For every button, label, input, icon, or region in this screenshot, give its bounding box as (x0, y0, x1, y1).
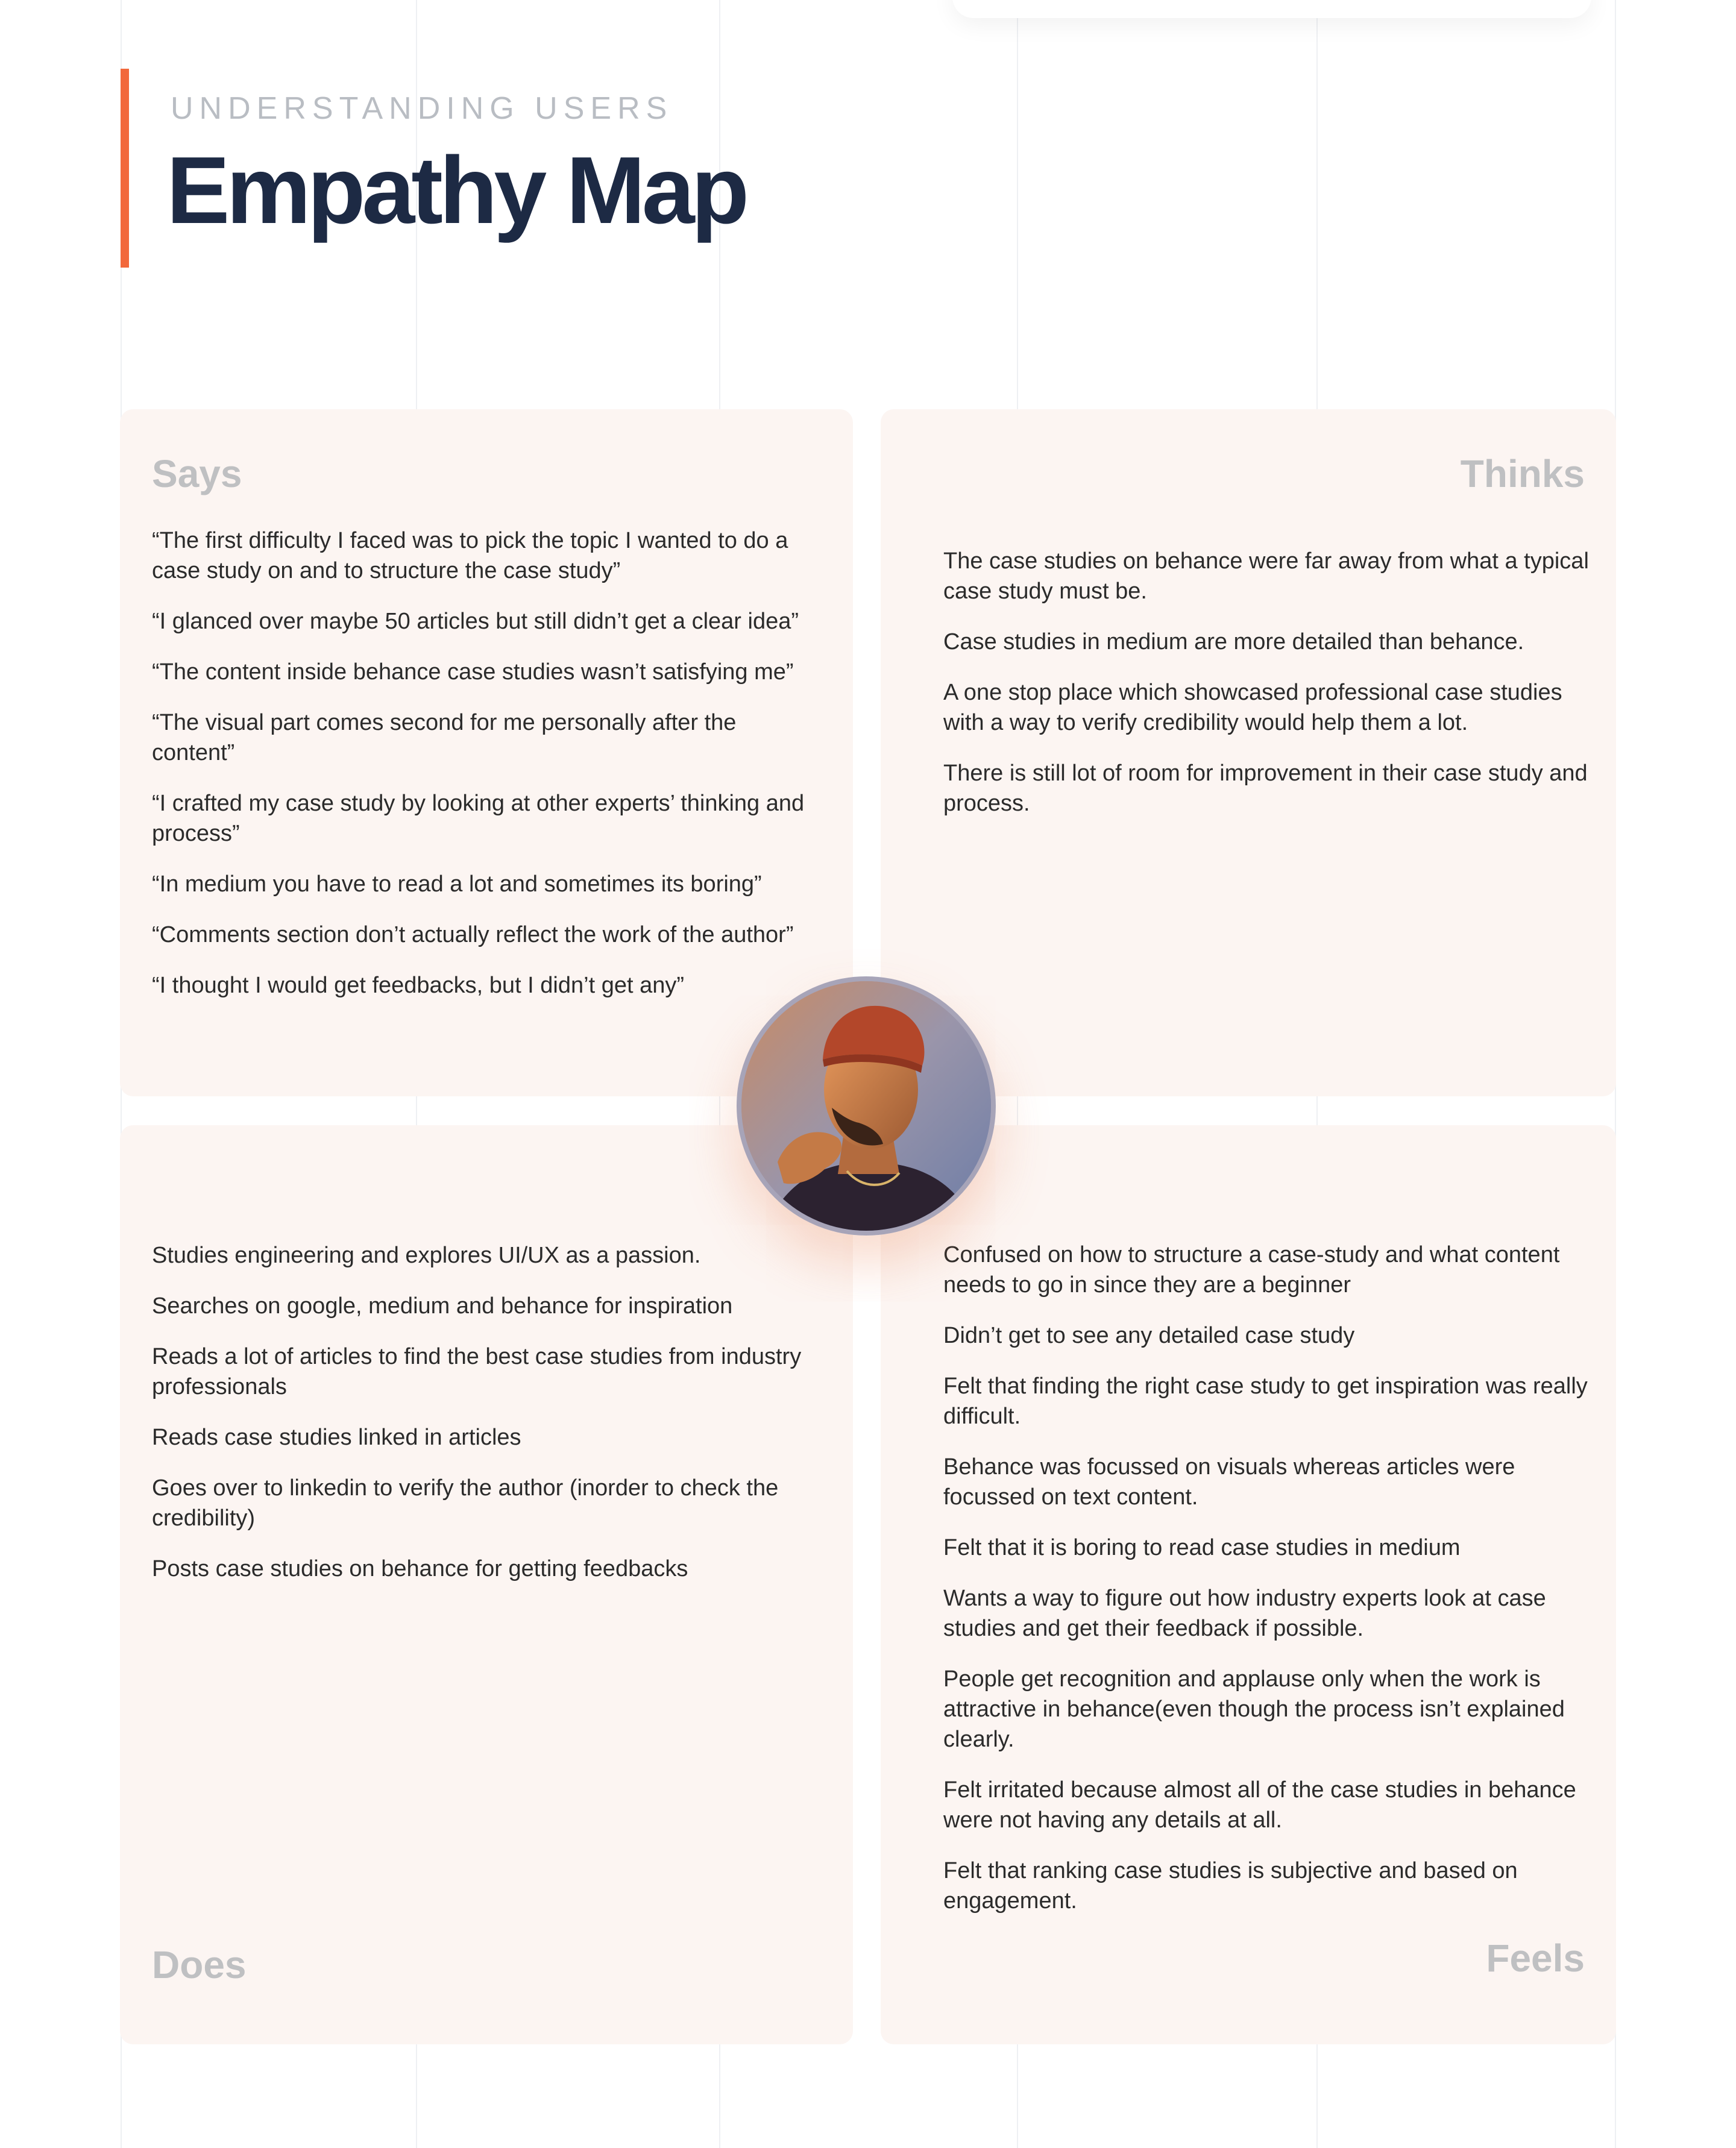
page-title: Empathy Map (166, 137, 746, 243)
list-item: Felt irritated because almost all of the case studies in behance were not having any details at all. (943, 1777, 1576, 1833)
list-item: “I crafted my case study by looking at other experts’ thinking and process” (152, 791, 805, 846)
feels-label: Feels (1486, 1936, 1585, 1980)
list-item: Behance was focussed on visuals whereas articles were focussed on text content. (943, 1454, 1515, 1510)
section-eyebrow: UNDERSTANDING USERS (171, 91, 673, 126)
list-item: The case studies on behance were far away from what a typical case study must be. (943, 548, 1589, 604)
list-item: A one stop place which showcased professional case studies with a way to verify credibility would help them a lot. (943, 680, 1562, 735)
list-item: “I glanced over maybe 50 articles but still didn’t get a clear idea” (152, 609, 799, 634)
does-list (152, 1240, 815, 1604)
list-item: Reads a lot of articles to find the best case studies from industry professionals (152, 1344, 802, 1399)
thinks-label: Thinks (1460, 452, 1585, 495)
does-label: Does (152, 1943, 247, 1986)
list-item: “I thought I would get feedbacks, but I didn’t get any” (152, 973, 684, 998)
says-list (152, 526, 815, 1021)
list-item: “In medium you have to read a lot and sometimes its boring” (152, 871, 762, 897)
list-item: People get recognition and applause only when the work is attractive in behance(even though the process isn’t explained clearly. (943, 1666, 1565, 1752)
list-item: “Comments section don’t actually reflect the work of the author” (152, 922, 794, 947)
thinks-list (943, 546, 1594, 839)
list-item: Searches on google, medium and behance for inspiration (152, 1293, 733, 1319)
list-item: “The visual part comes second for me personally after the content” (152, 710, 737, 765)
does-quadrant (120, 1125, 853, 2044)
persona-avatar (737, 976, 996, 1236)
list-item: Felt that it is boring to read case studies in medium (943, 1535, 1461, 1560)
title-accent-bar (121, 69, 129, 268)
says-quadrant (120, 409, 853, 1096)
list-item: Studies engineering and explores UI/UX as a passion. (152, 1243, 701, 1268)
list-item: Case studies in medium are more detailed than behance. (943, 629, 1524, 655)
list-item: “The first difficulty I faced was to pick the topic I wanted to do a case study on and to structure the case study” (152, 528, 788, 583)
says-label: Says (152, 452, 242, 495)
thinks-quadrant (881, 409, 1616, 1096)
list-item: Didn’t get to see any detailed case study (943, 1323, 1355, 1348)
list-item: Reads case studies linked in articles (152, 1425, 521, 1450)
feels-quadrant (881, 1125, 1616, 2044)
list-item: Felt that finding the right case study to get inspiration was really difficult. (943, 1374, 1588, 1429)
list-item: Confused on how to structure a case-study and what content needs to go in since they are a beginner (943, 1242, 1560, 1298)
list-item: Goes over to linkedin to verify the author (inorder to check the credibility) (152, 1475, 779, 1531)
list-item: There is still lot of room for improvement in their case study and process. (943, 761, 1588, 816)
feels-list (943, 1240, 1594, 1936)
top-shadow-decoration (952, 0, 1591, 18)
list-item: Felt that ranking case studies is subjective and based on engagement. (943, 1858, 1518, 1914)
persona-portrait-icon (741, 981, 991, 1231)
list-item: Wants a way to figure out how industry experts look at case studies and get their feedback if possible. (943, 1586, 1546, 1641)
list-item: “The content inside behance case studies wasn’t satisfying me” (152, 659, 794, 685)
list-item: Posts case studies on behance for getting feedbacks (152, 1556, 688, 1581)
